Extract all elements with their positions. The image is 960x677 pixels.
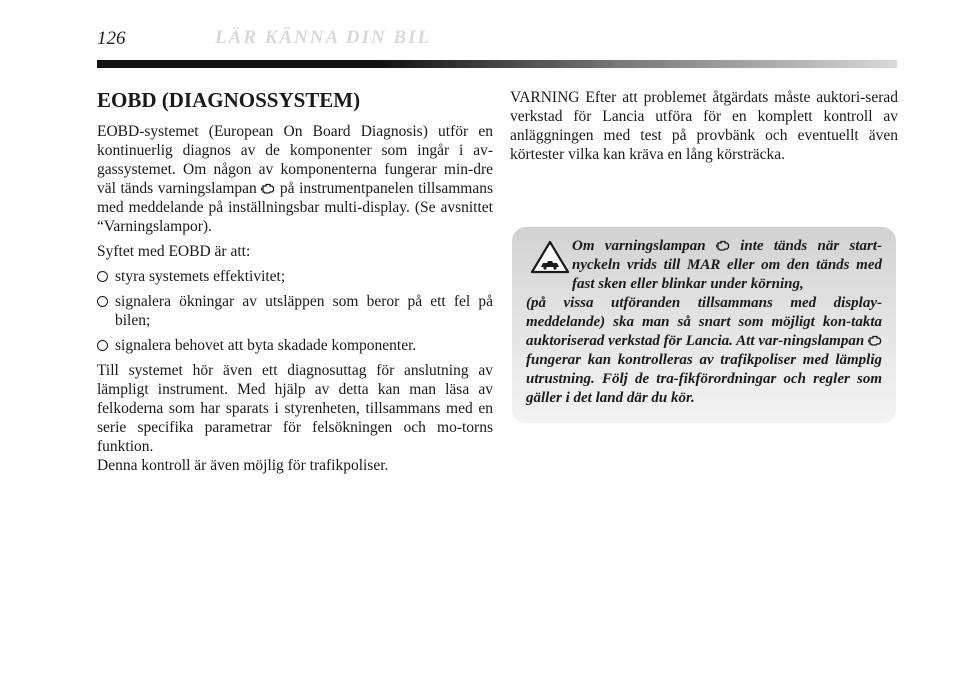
engine-warning-icon (716, 240, 730, 251)
purpose-intro: Syftet med EOBD är att: (97, 243, 251, 260)
list-item (97, 292, 493, 330)
list-item (97, 336, 493, 355)
engine-warning-icon (261, 183, 275, 194)
section-heading: EOBD (DIAGNOSSYSTEM) (97, 88, 361, 112)
list-item-text: signalera behovet att byta skadade komponenter. (115, 337, 417, 354)
intro-text-b: på instrumentpanelen tillsammans med meddelande på inställningsbar multi-display. (Se avsnittet “Varningslampor). (97, 180, 494, 235)
intro-text-a: EOBD-systemet (European On Board Diagnosis) utför en kontinuerlig diagnos av de komponenter som ingår i av-gassystemet. Om någon av komponenterna fungerar min-dre väl tänds varningslampan (97, 123, 493, 197)
intro-paragraph (97, 122, 493, 236)
traffic-police-paragraph: Denna kontroll är även möjlig för trafikpoliser. (97, 457, 389, 474)
list-item (97, 267, 493, 286)
list-item-text: signalera ökningar av utsläppen som beror på ett fel på bilen; (115, 293, 493, 329)
left-column (97, 88, 493, 481)
circle-bullet-icon (97, 271, 108, 282)
warning-box-text (526, 237, 882, 408)
warning-box-text-b: inte tänds när start-nyckeln vrids till MAR eller om den tänds med fast sken eller blinkar under körning, (572, 238, 882, 292)
warning-paragraph: VARNING Efter att problemet åtgärdats måste auktori-serad verkstad för Lancia utföra för en komplett kontroll av anläggningen med test på provbänk och eventuellt även körtester vilka kan kräva en lång körsträcka. (510, 89, 898, 163)
header-rule (97, 60, 897, 68)
warning-box-text-d: fungerar kan kontrolleras av trafikpoliser med lämplig utrustning. Följ de tra-fikförordningar och regler som gäller i det land där du kör. (526, 352, 882, 406)
circle-bullet-icon (97, 340, 108, 351)
warning-box-text-c: (på vissa utföranden tillsammans med display-meddelande) ska man så snart som möjligt kon-takta auktoriserad verkstad för Lancia. Att var-ningslampan (526, 295, 882, 349)
diagnostic-socket-paragraph: Till systemet hör även ett diagnosuttag för anslutning av lämpligt instrument. Med hjälp av detta kan man läsa av felkoderna som har sparats i styrenheten, tillsammans med en serie specifika parametrar för felsökningen och mo-torns funktion. (97, 362, 493, 455)
purpose-list (97, 267, 493, 355)
warning-box-intro (526, 237, 882, 294)
warning-box-text-a: Om varningslampan (572, 238, 706, 254)
running-title: LÄR KÄNNA DIN BIL (215, 27, 432, 48)
list-item-text: styra systemets effektivitet; (115, 268, 286, 285)
right-column (510, 88, 898, 170)
engine-warning-icon (868, 335, 882, 346)
circle-bullet-icon (97, 296, 108, 307)
page-number: 126 (97, 28, 126, 49)
